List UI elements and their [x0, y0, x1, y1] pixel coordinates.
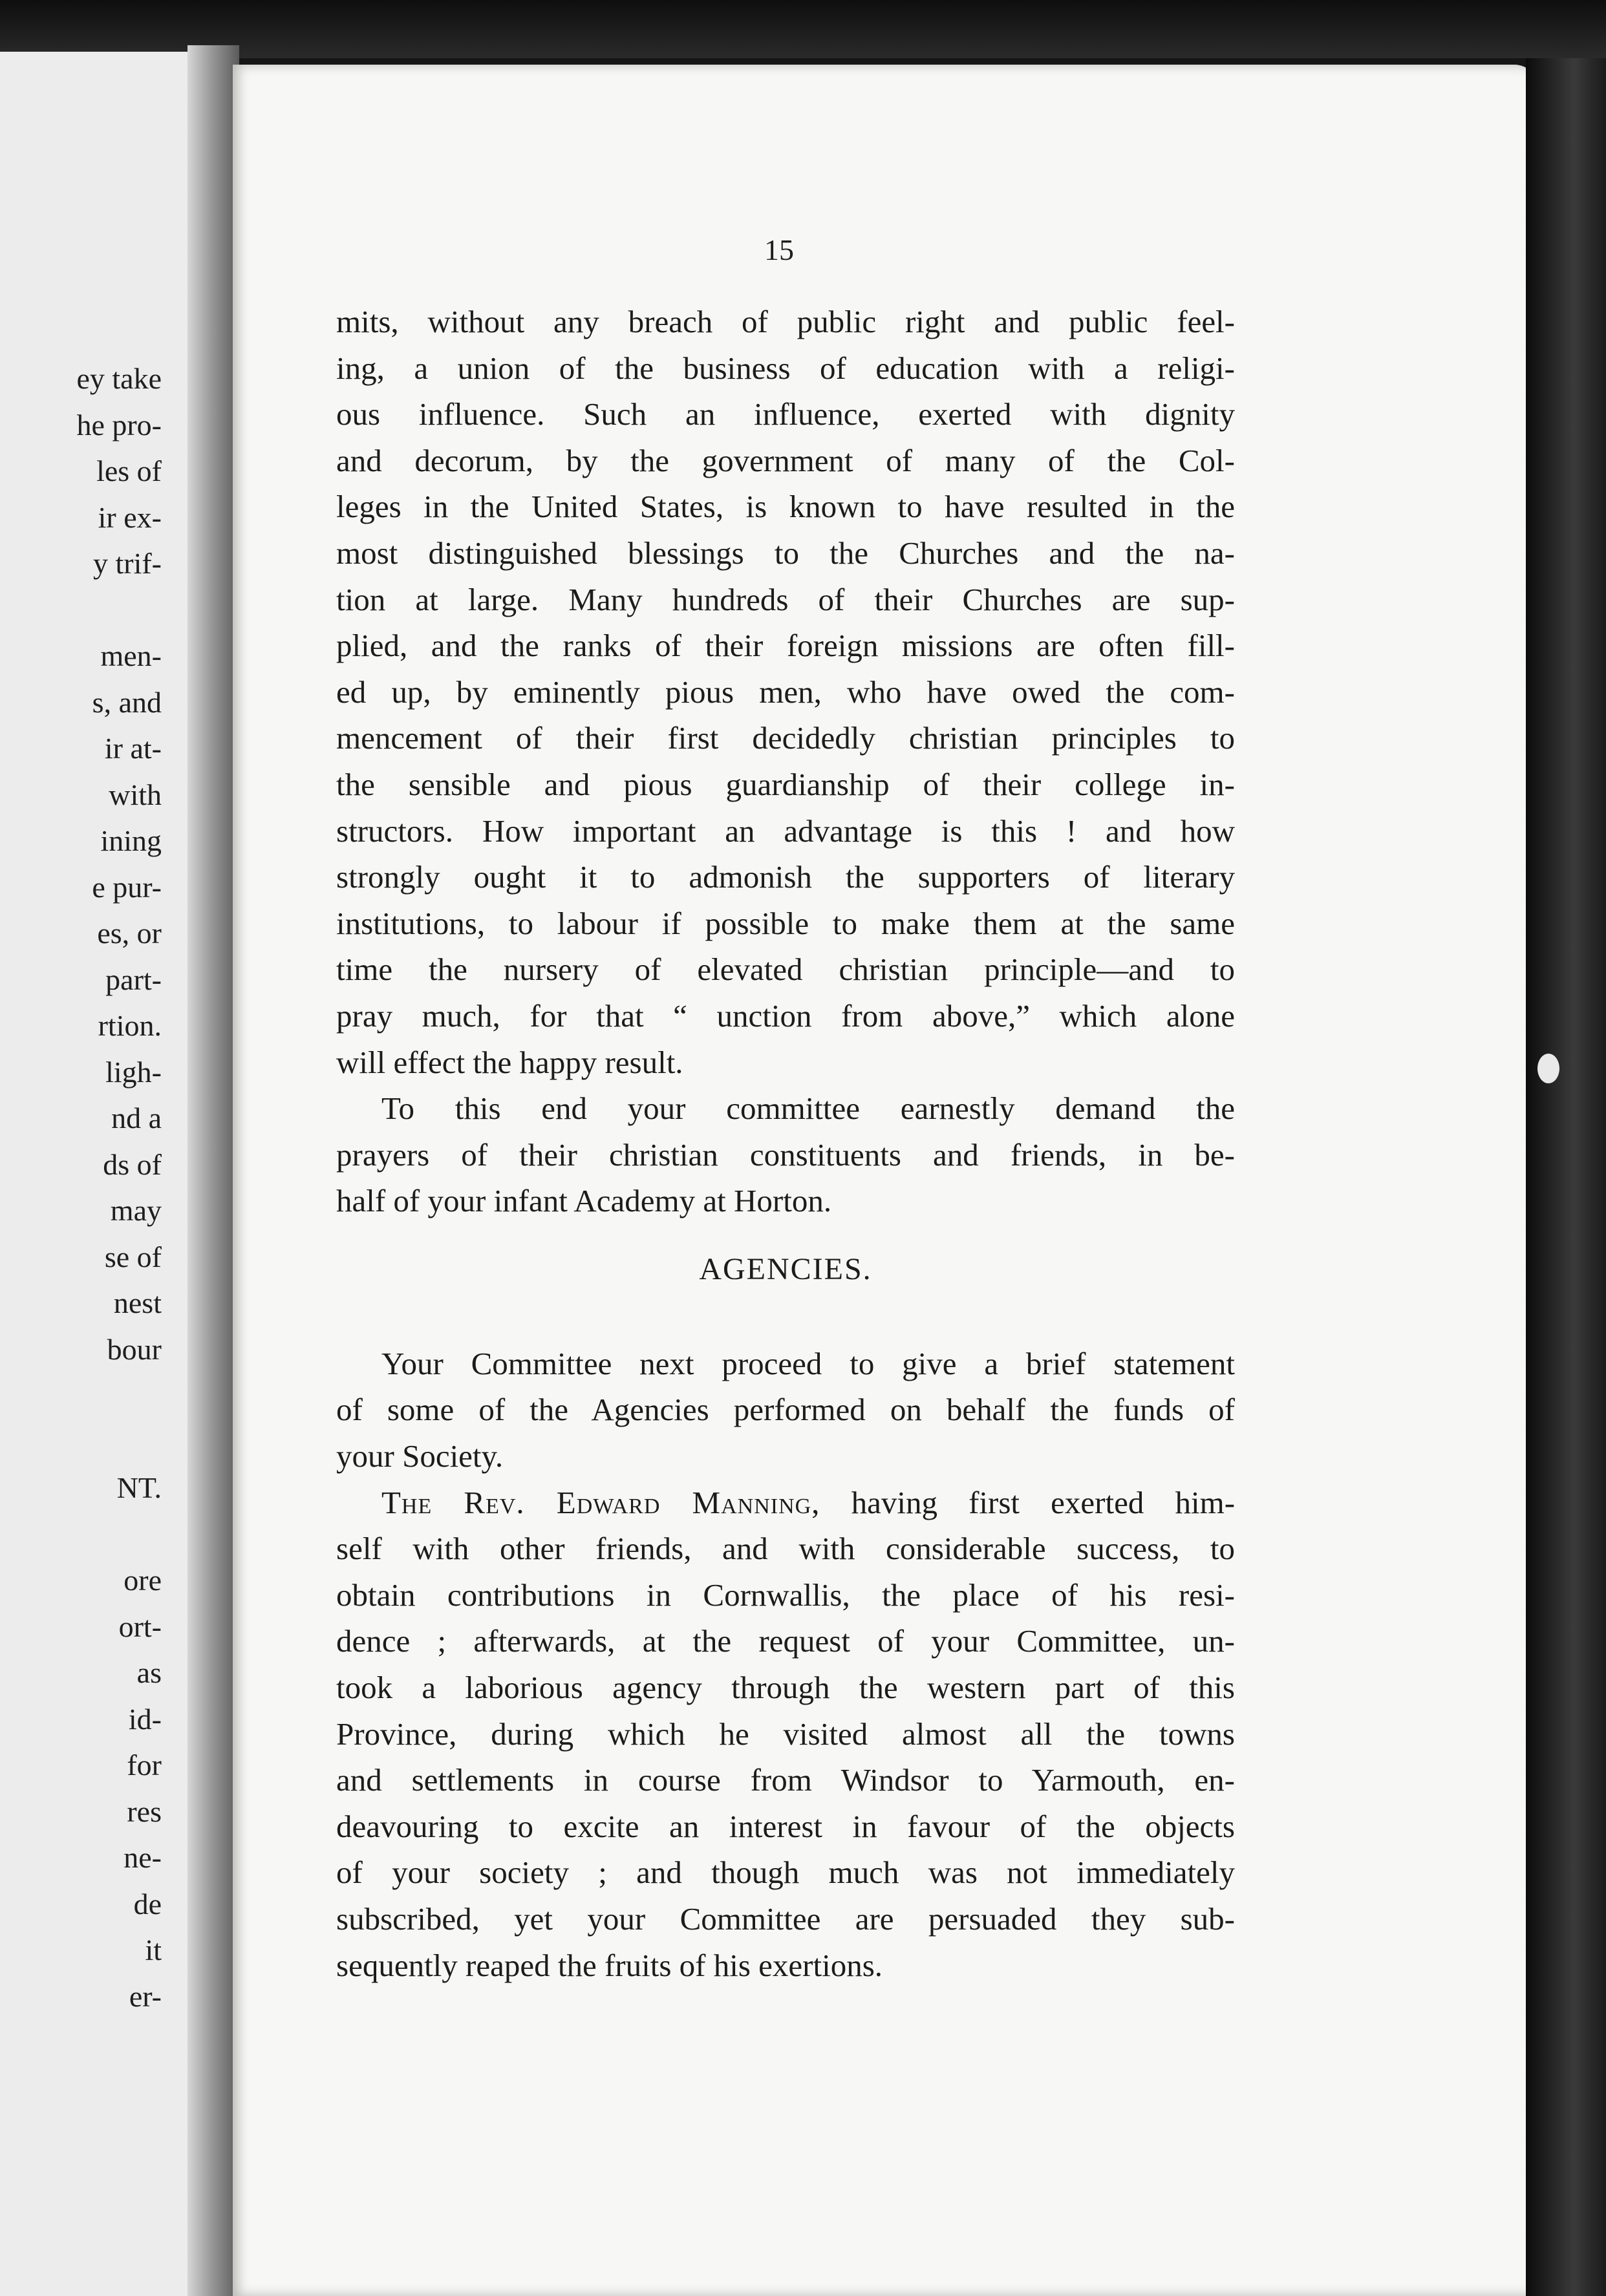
text-line: Your Committee next proceed to give a brief statement	[381, 1345, 1235, 1381]
left-fragment: ligh-	[105, 1055, 162, 1089]
page-body-text	[336, 299, 1235, 1988]
section-heading-agencies: AGENCIES.	[699, 1251, 872, 1286]
scan-top-edge	[0, 0, 1606, 58]
text-line: mencement of their first decidedly christian principles to	[336, 720, 1235, 756]
left-fragment: es, or	[97, 917, 162, 950]
left-fragment: nd a	[111, 1101, 162, 1134]
text-line: ous influence. Such an influence, exerted with dignity	[336, 396, 1235, 432]
left-page	[0, 52, 207, 2296]
text-line: the sensible and pious guardianship of their college in-	[336, 766, 1235, 802]
text-line: To this end your committee earnestly demand the	[381, 1090, 1235, 1127]
left-fragment: nest	[113, 1286, 162, 1319]
left-fragment: ining	[100, 824, 162, 857]
left-fragment: er-	[129, 1979, 162, 2013]
left-fragment: ort-	[118, 1610, 162, 1643]
heading-spacer	[336, 1308, 1235, 1341]
left-fragment: e pur-	[92, 870, 162, 904]
text-line: prayers of their christian constituents and friends, in be-	[336, 1136, 1235, 1173]
left-fragment: ey take	[76, 362, 162, 395]
left-fragment: as	[136, 1656, 162, 1689]
left-fragment: with	[109, 778, 162, 811]
text-line: institutions, to labour if possible to make them at the same	[336, 905, 1235, 941]
left-fragment: ds of	[103, 1147, 162, 1181]
left-fragment: res	[127, 1794, 162, 1828]
left-fragment: it	[145, 1933, 162, 1966]
left-fragment: bour	[107, 1332, 162, 1366]
left-fragment: s, and	[92, 685, 162, 719]
left-fragment: he pro-	[76, 408, 162, 441]
left-fragment: de	[133, 1887, 162, 1920]
scan-right-edge	[1526, 58, 1606, 2296]
left-fragment: ore	[123, 1564, 162, 1597]
text-line: most distinguished blessings to the Churches and the na-	[336, 535, 1235, 571]
text-line: subscribed, yet your Committee are persuaded they sub-	[336, 1901, 1235, 1937]
text-line: time the nursery of elevated christian principle—and to	[336, 951, 1235, 988]
paragraph-agencies-intro	[336, 1341, 1235, 1480]
text-line: plied, and the ranks of their foreign missions are often fill-	[336, 628, 1235, 664]
text-line: obtain contributions in Cornwallis, the place of his resi-	[336, 1577, 1235, 1613]
left-fragment	[0, 1511, 162, 1558]
text-line: ing, a union of the business of education with a religi-	[336, 350, 1235, 386]
left-fragment: rtion.	[98, 1009, 162, 1042]
left-fragment: ne-	[123, 1841, 162, 1874]
left-fragment: ir at-	[104, 732, 162, 765]
text-line: strongly ought it to admonish the supporters of literary	[336, 859, 1235, 895]
text-line: your Society.	[336, 1438, 504, 1474]
paragraph-continuation	[336, 299, 1235, 1085]
text-line-rest: having first exerted him-	[820, 1484, 1236, 1520]
text-line: of some of the Agencies performed on behalf the funds of	[336, 1392, 1235, 1428]
left-page-text-fragments	[0, 356, 162, 2019]
left-fragment: les of	[96, 454, 162, 487]
text-line: took a laborious agency through the western part of this	[336, 1670, 1235, 1706]
left-fragment: for	[127, 1749, 162, 1781]
text-line: mits, without any breach of public right and public feel-	[336, 304, 1235, 339]
left-fragment: se of	[104, 1240, 162, 1273]
left-fragment: may	[110, 1194, 162, 1227]
text-line: structors. How important an advantage is this ! and how	[336, 813, 1235, 849]
text-line: and decorum, by the government of many of the Col-	[336, 442, 1235, 478]
left-fragment	[0, 1372, 162, 1419]
left-fragment: ir ex-	[98, 500, 162, 534]
text-line: dence ; afterwards, at the request of your Committee, un-	[336, 1623, 1235, 1659]
text-line: leges in the United States, is known to have resulted in the	[336, 489, 1235, 525]
text-line: deavouring to excite an interest in favour of the objects	[336, 1808, 1235, 1844]
left-fragment: part-	[105, 962, 162, 996]
paragraph-prayers	[336, 1085, 1235, 1224]
page-number: 15	[764, 233, 794, 266]
left-fragment: men-	[100, 639, 162, 672]
text-line: of your society ; and though much was not immediately	[336, 1855, 1235, 1891]
paragraph-edward-manning	[336, 1480, 1235, 1989]
text-line: half of your infant Academy at Horton.	[336, 1183, 832, 1219]
book-gutter-shadow	[187, 45, 239, 2296]
scan-speck	[1537, 1054, 1559, 1083]
left-fragment	[0, 587, 162, 633]
left-fragment	[0, 1419, 162, 1465]
left-fragment: y trif-	[92, 547, 162, 580]
text-line: self with other friends, and with considerable success, to	[336, 1531, 1235, 1567]
text-line: ed up, by eminently pious men, who have owed the com-	[336, 674, 1235, 710]
text-line: pray much, for that “ unction from above,” which alone	[336, 997, 1235, 1034]
left-fragment: id-	[128, 1702, 162, 1736]
text-line: Province, during which he visited almost all the towns	[336, 1716, 1235, 1752]
text-line: tion at large. Many hundreds of their Churches are sup-	[336, 581, 1235, 617]
text-line: sequently reaped the fruits of his exertions.	[336, 1947, 883, 1983]
text-line: and settlements in course from Windsor to Yarmouth, en-	[336, 1762, 1235, 1798]
person-name: The Rev. Edward Manning,	[381, 1484, 820, 1520]
text-line	[336, 1480, 1235, 1526]
left-fragment: NT.	[116, 1471, 162, 1504]
text-line: will effect the happy result.	[336, 1044, 683, 1080]
